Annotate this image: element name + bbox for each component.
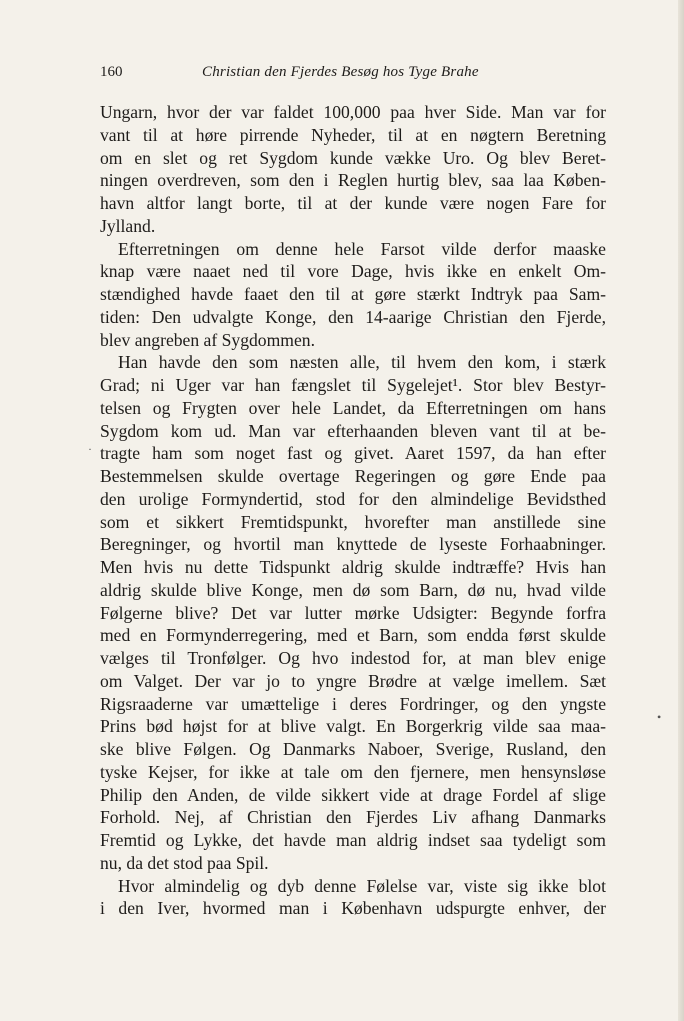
page-edge (678, 0, 684, 1021)
text-line: Jylland. (100, 215, 156, 236)
text-line: som et sikkert Fremtidspunkt, hvorefter man anstillede sine (100, 511, 606, 532)
text-line: i den Iver, hvormed man i København udspurgte enhver, der (100, 898, 606, 919)
text-line: Sygdom kom ud. Man var efterhaanden bleven vant til at be- (100, 420, 606, 441)
text-line: Hvor almindelig og dyb denne Følelse var, viste sig ikke blot (118, 875, 606, 896)
text-line: aldrig skulde blive Konge, men dø som Barn, dø nu, hvad vilde (100, 579, 606, 600)
text-line: Følgerne blive? Det var lutter mørke Udsigter: Begynde forfra (100, 602, 606, 623)
text-line: Bestemmelsen skulde overtage Regeringen og gøre Ende paa (100, 466, 606, 486)
text-line: Forhold. Nej, af Christian den Fjerdes Liv afhang Danmarks (100, 807, 606, 828)
text-line: tragte ham som noget fast og givet. Aaret 1597, da han efter (100, 443, 606, 464)
text-line: ningen overdreven, som den i Reglen hurtig blev, saa laa Køben- (100, 170, 606, 191)
text-line: Men hvis nu dette Tidspunkt aldrig skulde indtræffe? Hvis han (100, 557, 606, 577)
page-number: 160 (100, 64, 123, 80)
text-line: Philip den Anden, de vilde sikkert vide at drage Fordel af slige (100, 784, 606, 805)
text-line: nu, da det stod paa Spil. (100, 852, 269, 873)
text-line: Beregninger, og hvortil man knyttede de lyseste Forhaabninger. (100, 534, 606, 555)
text-line: Efterretningen om denne hele Farsot vilde derfor maaske (118, 238, 606, 259)
text-line: knap være naaet ned til vore Dage, hvis ikke en enkelt Om- (100, 261, 606, 282)
margin-dot: · (88, 442, 92, 456)
text-line: vælges til Tronfølger. Og hvo indestod for, at man blev enige (100, 648, 606, 668)
text-line: havn altfor langt borte, til at der kunde være nogen Fare for (100, 193, 606, 213)
text-line: Han havde den som næsten alle, til hvem den kom, i stærk (118, 352, 606, 373)
body-text (100, 101, 606, 920)
margin-dot: • (657, 710, 662, 724)
text-line: med en Formynderregering, med et Barn, som endda først skulde (100, 625, 606, 646)
text-line: tiden: Den udvalgte Konge, den 14-aarige Christian den Fjerde, (100, 306, 606, 327)
text-line: Prins bød højst for at blive valgt. En Borgerkrig vilde saa maa- (100, 716, 606, 737)
text-line: om en slet og ret Sygdom kunde vække Uro. Og blev Beret- (100, 147, 606, 168)
text-line: Rigsraaderne var umættelige i deres Fordringer, og den yngste (100, 693, 606, 714)
text-line: telsen og Frygten over hele Landet, da Efterretningen om hans (100, 397, 606, 418)
text-line: tyske Kejser, for ikke at tale om den fjernere, men hensynsløse (100, 761, 606, 782)
text-line: Ungarn, hvor der var faldet 100,000 paa hver Side. Man var for (100, 102, 606, 122)
text-line: ske blive Følgen. Og Danmarks Naboer, Sverige, Rusland, den (100, 739, 606, 759)
text-line: den urolige Formyndertid, stod for den almindelige Bevidsthed (100, 488, 606, 509)
text-line: om Valget. Der var jo to yngre Brødre at vælge imellem. Sæt (100, 670, 606, 691)
text-line: vant til at høre pirrende Nyheder, til at en nøgtern Beretning (100, 124, 606, 145)
text-line: stændighed havde faaet den til at gøre stærkt Indtryk paa Sam- (100, 284, 606, 304)
text-line: Fremtid og Lykke, det havde man aldrig indset saa tydeligt som (100, 830, 606, 850)
text-line: blev angreben af Sygdommen. (100, 329, 315, 350)
running-title: Christian den Fjerdes Besøg hos Tyge Brahe (202, 64, 479, 80)
running-header (100, 64, 606, 88)
text-line: Grad; ni Uger var han fængslet til Sygelejet¹. Stor blev Bestyr- (100, 375, 606, 395)
